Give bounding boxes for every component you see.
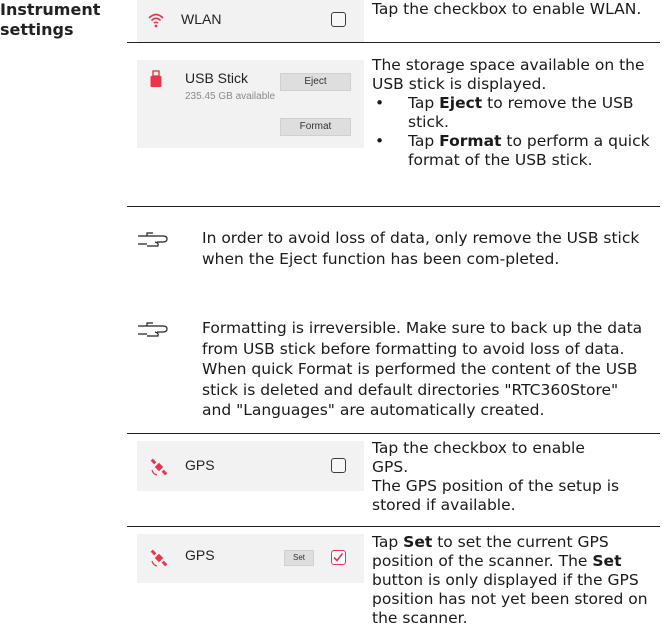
divider	[127, 526, 660, 527]
set-term: Set	[592, 552, 622, 570]
wlan-panel	[137, 0, 364, 42]
gps-enable-description	[372, 439, 652, 515]
wlan-checkbox[interactable]	[331, 12, 346, 27]
divider	[127, 206, 660, 207]
bullet-eject: • Tap Eject to remove the USB stick.	[375, 94, 634, 131]
checkmark-icon	[332, 551, 344, 563]
pointing-hand-icon	[137, 320, 177, 338]
gps-panel-unchecked	[137, 441, 364, 491]
gps-panel-checked	[137, 534, 364, 583]
gps-checkbox-checked[interactable]	[331, 550, 346, 565]
set-button[interactable]: Set	[284, 550, 314, 566]
format-term: Format	[439, 132, 502, 150]
wlan-label: WLAN	[181, 11, 222, 27]
pointing-hand-icon	[137, 230, 177, 248]
usb-intro: The storage space available on the USB stick is displayed.	[372, 56, 645, 93]
format-button[interactable]: Format	[280, 118, 351, 136]
eject-button[interactable]: Eject	[280, 73, 351, 91]
note-usb-remove: In order to avoid loss of data, only remove the USB stick when the Eject function has been com-pleted.	[202, 229, 640, 268]
usb-panel	[137, 60, 364, 148]
gps-label: GPS	[185, 547, 215, 563]
divider	[127, 433, 660, 434]
set-term: Set	[403, 533, 433, 551]
wlan-description: Tap the checkbox to enable WLAN.	[372, 0, 642, 18]
eject-term: Eject	[439, 94, 483, 112]
usb-stick-icon	[149, 70, 163, 88]
section-title: Instrument settings	[0, 0, 101, 39]
gps-set-description: Tap Set to set the current GPS position of the scanner. The Set button is only displayed if the GPS position has not yet been stored on the scanner.	[372, 533, 648, 627]
gps-label: GPS	[185, 457, 215, 473]
divider	[127, 42, 660, 43]
usb-description	[372, 56, 662, 170]
gps-stored-text: The GPS position of the setup is stored if available.	[372, 477, 620, 514]
usb-available: 235.45 GB available	[185, 91, 276, 102]
satellite-icon	[149, 548, 169, 568]
usb-label: USB Stick	[185, 70, 249, 86]
bullet-format: • Tap Format to perform a quick format of the USB stick.	[375, 132, 650, 169]
gps-checkbox-unchecked[interactable]	[331, 458, 346, 473]
wifi-icon	[147, 11, 165, 29]
gps-enable-text: Tap the checkbox to enable GPS.	[372, 439, 585, 476]
satellite-icon	[149, 457, 169, 477]
note-format-warning: Formatting is irreversible. Make sure to back up the data from USB stick before formatting to avoid loss of data. When quick Format is performed the content of the USB stick is deleted and default directories "RTC360Store" and "Languages" are automatically created.	[202, 319, 643, 419]
bullet-dot: •	[375, 132, 385, 150]
bullet-dot: •	[375, 94, 385, 112]
